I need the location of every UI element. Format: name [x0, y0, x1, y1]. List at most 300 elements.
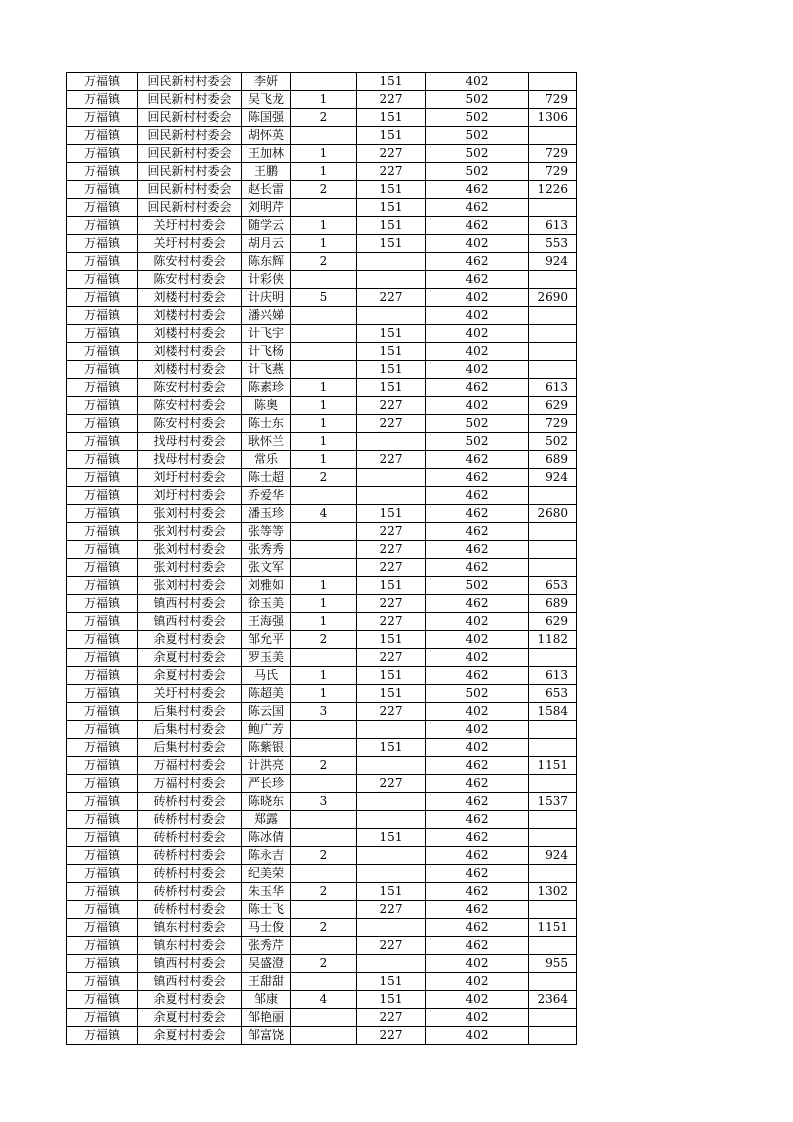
- table-body: [67, 73, 577, 1045]
- amount-a-cell: [357, 847, 426, 865]
- town-cell: 万福镇: [67, 343, 138, 361]
- table-row: [67, 901, 577, 919]
- name-cell: 吴盛澄: [242, 955, 291, 973]
- total-cell: 1537: [529, 793, 577, 811]
- amount-b-cell: 462: [426, 253, 529, 271]
- village-committee-cell: 回民新村村委会: [138, 145, 242, 163]
- count-cell: 1: [291, 595, 357, 613]
- town-cell: 万福镇: [67, 865, 138, 883]
- total-cell: 1306: [529, 109, 577, 127]
- total-cell: [529, 649, 577, 667]
- village-committee-cell: 后集村村委会: [138, 739, 242, 757]
- amount-b-cell: 502: [426, 685, 529, 703]
- total-cell: 924: [529, 847, 577, 865]
- amount-b-cell: 502: [426, 433, 529, 451]
- name-cell: 陈素珍: [242, 379, 291, 397]
- total-cell: 653: [529, 685, 577, 703]
- amount-a-cell: 227: [357, 145, 426, 163]
- town-cell: 万福镇: [67, 1009, 138, 1027]
- total-cell: [529, 1027, 577, 1045]
- total-cell: 729: [529, 415, 577, 433]
- amount-a-cell: [357, 469, 426, 487]
- count-cell: [291, 1009, 357, 1027]
- amount-b-cell: 402: [426, 343, 529, 361]
- amount-a-cell: [357, 433, 426, 451]
- amount-b-cell: 462: [426, 523, 529, 541]
- total-cell: [529, 739, 577, 757]
- village-committee-cell: 回民新村村委会: [138, 181, 242, 199]
- amount-b-cell: 462: [426, 667, 529, 685]
- village-committee-cell: 刘圩村村委会: [138, 469, 242, 487]
- table-row: [67, 523, 577, 541]
- town-cell: 万福镇: [67, 397, 138, 415]
- village-committee-cell: 回民新村村委会: [138, 109, 242, 127]
- count-cell: [291, 73, 357, 91]
- total-cell: [529, 307, 577, 325]
- amount-b-cell: 462: [426, 505, 529, 523]
- total-cell: 2690: [529, 289, 577, 307]
- village-committee-cell: 刘楼村村委会: [138, 289, 242, 307]
- total-cell: 1151: [529, 919, 577, 937]
- name-cell: 郑露: [242, 811, 291, 829]
- amount-b-cell: 402: [426, 721, 529, 739]
- name-cell: 潘玉珍: [242, 505, 291, 523]
- table-row: [67, 955, 577, 973]
- count-cell: [291, 1027, 357, 1045]
- name-cell: 陈士超: [242, 469, 291, 487]
- table-row: [67, 307, 577, 325]
- table-row: [67, 613, 577, 631]
- total-cell: 1302: [529, 883, 577, 901]
- count-cell: 1: [291, 379, 357, 397]
- town-cell: 万福镇: [67, 955, 138, 973]
- total-cell: 924: [529, 469, 577, 487]
- amount-a-cell: 151: [357, 883, 426, 901]
- amount-a-cell: 151: [357, 235, 426, 253]
- amount-a-cell: 151: [357, 217, 426, 235]
- village-committee-cell: 余夏村村委会: [138, 649, 242, 667]
- town-cell: 万福镇: [67, 631, 138, 649]
- town-cell: 万福镇: [67, 271, 138, 289]
- town-cell: 万福镇: [67, 793, 138, 811]
- amount-b-cell: 402: [426, 739, 529, 757]
- village-committee-cell: 回民新村村委会: [138, 91, 242, 109]
- town-cell: 万福镇: [67, 109, 138, 127]
- village-committee-cell: 回民新村村委会: [138, 163, 242, 181]
- total-cell: 729: [529, 145, 577, 163]
- amount-b-cell: 462: [426, 595, 529, 613]
- amount-a-cell: 227: [357, 289, 426, 307]
- name-cell: 罗玉美: [242, 649, 291, 667]
- amount-a-cell: 227: [357, 91, 426, 109]
- town-cell: 万福镇: [67, 487, 138, 505]
- amount-b-cell: 462: [426, 451, 529, 469]
- name-cell: 吴飞龙: [242, 91, 291, 109]
- total-cell: [529, 343, 577, 361]
- table-row: [67, 505, 577, 523]
- total-cell: [529, 1009, 577, 1027]
- table-row: [67, 811, 577, 829]
- total-cell: [529, 127, 577, 145]
- total-cell: 955: [529, 955, 577, 973]
- village-committee-cell: 张刘村村委会: [138, 541, 242, 559]
- village-committee-cell: 找母村村委会: [138, 433, 242, 451]
- village-committee-cell: 回民新村村委会: [138, 199, 242, 217]
- amount-a-cell: 151: [357, 667, 426, 685]
- town-cell: 万福镇: [67, 721, 138, 739]
- table-row: [67, 163, 577, 181]
- name-cell: 陈士飞: [242, 901, 291, 919]
- table-row: [67, 829, 577, 847]
- town-cell: 万福镇: [67, 829, 138, 847]
- total-cell: [529, 937, 577, 955]
- amount-a-cell: [357, 955, 426, 973]
- amount-b-cell: 402: [426, 289, 529, 307]
- amount-a-cell: 227: [357, 649, 426, 667]
- town-cell: 万福镇: [67, 379, 138, 397]
- amount-b-cell: 402: [426, 361, 529, 379]
- town-cell: 万福镇: [67, 469, 138, 487]
- village-committee-cell: 刘圩村村委会: [138, 487, 242, 505]
- town-cell: 万福镇: [67, 973, 138, 991]
- town-cell: 万福镇: [67, 433, 138, 451]
- count-cell: [291, 775, 357, 793]
- count-cell: 2: [291, 757, 357, 775]
- count-cell: [291, 307, 357, 325]
- table-row: [67, 361, 577, 379]
- amount-a-cell: 227: [357, 523, 426, 541]
- name-cell: 王加林: [242, 145, 291, 163]
- name-cell: 王海强: [242, 613, 291, 631]
- name-cell: 陈晓东: [242, 793, 291, 811]
- table-row: [67, 1027, 577, 1045]
- town-cell: 万福镇: [67, 451, 138, 469]
- name-cell: 乔爱华: [242, 487, 291, 505]
- amount-a-cell: 151: [357, 199, 426, 217]
- total-cell: 629: [529, 397, 577, 415]
- table-row: [67, 973, 577, 991]
- amount-a-cell: 227: [357, 163, 426, 181]
- amount-a-cell: [357, 757, 426, 775]
- amount-b-cell: 502: [426, 127, 529, 145]
- count-cell: [291, 937, 357, 955]
- village-committee-cell: 镇东村村委会: [138, 937, 242, 955]
- village-committee-cell: 关圩村村委会: [138, 685, 242, 703]
- town-cell: 万福镇: [67, 937, 138, 955]
- count-cell: 1: [291, 433, 357, 451]
- town-cell: 万福镇: [67, 217, 138, 235]
- count-cell: [291, 973, 357, 991]
- name-cell: 李妍: [242, 73, 291, 91]
- amount-a-cell: [357, 721, 426, 739]
- amount-b-cell: 402: [426, 307, 529, 325]
- total-cell: 1182: [529, 631, 577, 649]
- amount-b-cell: 502: [426, 577, 529, 595]
- amount-a-cell: 151: [357, 685, 426, 703]
- amount-a-cell: 151: [357, 739, 426, 757]
- table-row: [67, 577, 577, 595]
- amount-a-cell: 151: [357, 379, 426, 397]
- total-cell: 613: [529, 217, 577, 235]
- amount-a-cell: 227: [357, 1009, 426, 1027]
- amount-b-cell: 402: [426, 397, 529, 415]
- total-cell: 2364: [529, 991, 577, 1009]
- amount-b-cell: 462: [426, 199, 529, 217]
- town-cell: 万福镇: [67, 883, 138, 901]
- count-cell: 1: [291, 415, 357, 433]
- name-cell: 张文军: [242, 559, 291, 577]
- village-committee-cell: 余夏村村委会: [138, 991, 242, 1009]
- town-cell: 万福镇: [67, 739, 138, 757]
- town-cell: 万福镇: [67, 361, 138, 379]
- table-row: [67, 109, 577, 127]
- name-cell: 陈冰倩: [242, 829, 291, 847]
- table-row: [67, 379, 577, 397]
- amount-b-cell: 462: [426, 937, 529, 955]
- name-cell: 刘雅如: [242, 577, 291, 595]
- amount-b-cell: 402: [426, 703, 529, 721]
- village-committee-cell: 万福村村委会: [138, 757, 242, 775]
- amount-b-cell: 462: [426, 829, 529, 847]
- amount-b-cell: 462: [426, 181, 529, 199]
- name-cell: 陈奥: [242, 397, 291, 415]
- name-cell: 刘明芹: [242, 199, 291, 217]
- table-row: [67, 397, 577, 415]
- amount-a-cell: 227: [357, 559, 426, 577]
- town-cell: 万福镇: [67, 415, 138, 433]
- town-cell: 万福镇: [67, 73, 138, 91]
- village-committee-cell: 镇西村村委会: [138, 613, 242, 631]
- table-row: [67, 145, 577, 163]
- amount-a-cell: 151: [357, 361, 426, 379]
- amount-a-cell: 151: [357, 973, 426, 991]
- name-cell: 马士俊: [242, 919, 291, 937]
- table-row: [67, 541, 577, 559]
- amount-a-cell: 151: [357, 181, 426, 199]
- total-cell: 1584: [529, 703, 577, 721]
- count-cell: 1: [291, 577, 357, 595]
- village-committee-cell: 镇西村村委会: [138, 595, 242, 613]
- village-committee-cell: 陈安村村委会: [138, 415, 242, 433]
- town-cell: 万福镇: [67, 325, 138, 343]
- name-cell: 陈永吉: [242, 847, 291, 865]
- name-cell: 邹允平: [242, 631, 291, 649]
- total-cell: 553: [529, 235, 577, 253]
- village-committee-cell: 张刘村村委会: [138, 559, 242, 577]
- village-committee-cell: 万福村村委会: [138, 775, 242, 793]
- count-cell: 2: [291, 631, 357, 649]
- amount-a-cell: [357, 307, 426, 325]
- table-row: [67, 325, 577, 343]
- count-cell: 3: [291, 703, 357, 721]
- amount-b-cell: 462: [426, 847, 529, 865]
- town-cell: 万福镇: [67, 253, 138, 271]
- count-cell: 1: [291, 451, 357, 469]
- village-committee-cell: 陈安村村委会: [138, 271, 242, 289]
- amount-a-cell: 227: [357, 901, 426, 919]
- count-cell: 3: [291, 793, 357, 811]
- table-row: [67, 217, 577, 235]
- count-cell: 1: [291, 217, 357, 235]
- count-cell: 1: [291, 235, 357, 253]
- amount-b-cell: 402: [426, 613, 529, 631]
- table-row: [67, 451, 577, 469]
- table-row: [67, 469, 577, 487]
- village-committee-cell: 张刘村村委会: [138, 577, 242, 595]
- amount-b-cell: 402: [426, 235, 529, 253]
- amount-a-cell: 227: [357, 415, 426, 433]
- amount-b-cell: 462: [426, 271, 529, 289]
- town-cell: 万福镇: [67, 163, 138, 181]
- amount-a-cell: [357, 271, 426, 289]
- village-committee-cell: 后集村村委会: [138, 721, 242, 739]
- amount-a-cell: 227: [357, 775, 426, 793]
- amount-b-cell: 502: [426, 145, 529, 163]
- count-cell: 1: [291, 685, 357, 703]
- name-cell: 陈士东: [242, 415, 291, 433]
- name-cell: 朱玉华: [242, 883, 291, 901]
- amount-a-cell: 151: [357, 109, 426, 127]
- table-row: [67, 1009, 577, 1027]
- amount-a-cell: 151: [357, 73, 426, 91]
- count-cell: [291, 541, 357, 559]
- count-cell: 2: [291, 181, 357, 199]
- amount-b-cell: 402: [426, 955, 529, 973]
- name-cell: 陈东辉: [242, 253, 291, 271]
- count-cell: 1: [291, 667, 357, 685]
- table-row: [67, 739, 577, 757]
- total-cell: [529, 865, 577, 883]
- total-cell: [529, 973, 577, 991]
- count-cell: 1: [291, 397, 357, 415]
- table-row: [67, 595, 577, 613]
- amount-b-cell: 462: [426, 775, 529, 793]
- name-cell: 鲍广芳: [242, 721, 291, 739]
- table-row: [67, 73, 577, 91]
- total-cell: [529, 775, 577, 793]
- table-row: [67, 415, 577, 433]
- name-cell: 马氏: [242, 667, 291, 685]
- count-cell: 2: [291, 883, 357, 901]
- town-cell: 万福镇: [67, 613, 138, 631]
- amount-a-cell: 151: [357, 325, 426, 343]
- town-cell: 万福镇: [67, 181, 138, 199]
- village-committee-cell: 张刘村村委会: [138, 505, 242, 523]
- village-committee-cell: 砖桥村村委会: [138, 865, 242, 883]
- total-cell: 1226: [529, 181, 577, 199]
- total-cell: 729: [529, 163, 577, 181]
- count-cell: 2: [291, 253, 357, 271]
- amount-b-cell: 502: [426, 415, 529, 433]
- count-cell: 1: [291, 145, 357, 163]
- town-cell: 万福镇: [67, 523, 138, 541]
- village-committee-cell: 砖桥村村委会: [138, 793, 242, 811]
- count-cell: 2: [291, 469, 357, 487]
- amount-b-cell: 462: [426, 793, 529, 811]
- spreadsheet-page: [66, 72, 577, 1045]
- total-cell: [529, 523, 577, 541]
- town-cell: 万福镇: [67, 649, 138, 667]
- village-committee-cell: 刘楼村村委会: [138, 307, 242, 325]
- amount-a-cell: 227: [357, 397, 426, 415]
- amount-a-cell: 151: [357, 577, 426, 595]
- amount-b-cell: 402: [426, 1027, 529, 1045]
- table-row: [67, 775, 577, 793]
- name-cell: 陈超美: [242, 685, 291, 703]
- amount-a-cell: [357, 919, 426, 937]
- name-cell: 严长珍: [242, 775, 291, 793]
- table-row: [67, 559, 577, 577]
- village-committee-cell: 镇东村村委会: [138, 919, 242, 937]
- table-row: [67, 271, 577, 289]
- name-cell: 胡怀英: [242, 127, 291, 145]
- amount-b-cell: 402: [426, 1009, 529, 1027]
- village-committee-cell: 刘楼村村委会: [138, 361, 242, 379]
- name-cell: 张秀秀: [242, 541, 291, 559]
- town-cell: 万福镇: [67, 91, 138, 109]
- total-cell: 1151: [529, 757, 577, 775]
- town-cell: 万福镇: [67, 685, 138, 703]
- name-cell: 赵长雷: [242, 181, 291, 199]
- count-cell: [291, 739, 357, 757]
- name-cell: 潘兴娣: [242, 307, 291, 325]
- amount-b-cell: 462: [426, 883, 529, 901]
- count-cell: [291, 199, 357, 217]
- amount-b-cell: 402: [426, 649, 529, 667]
- count-cell: [291, 721, 357, 739]
- table-row: [67, 289, 577, 307]
- table-row: [67, 919, 577, 937]
- town-cell: 万福镇: [67, 541, 138, 559]
- village-committee-cell: 砖桥村村委会: [138, 847, 242, 865]
- amount-a-cell: 227: [357, 541, 426, 559]
- town-cell: 万福镇: [67, 919, 138, 937]
- name-cell: 常乐: [242, 451, 291, 469]
- town-cell: 万福镇: [67, 991, 138, 1009]
- amount-a-cell: 227: [357, 937, 426, 955]
- town-cell: 万福镇: [67, 847, 138, 865]
- total-cell: [529, 271, 577, 289]
- village-committee-cell: 余夏村村委会: [138, 1009, 242, 1027]
- amount-b-cell: 462: [426, 469, 529, 487]
- count-cell: 2: [291, 847, 357, 865]
- name-cell: 王甜甜: [242, 973, 291, 991]
- town-cell: 万福镇: [67, 145, 138, 163]
- total-cell: 2680: [529, 505, 577, 523]
- total-cell: [529, 829, 577, 847]
- town-cell: 万福镇: [67, 703, 138, 721]
- amount-b-cell: 462: [426, 559, 529, 577]
- total-cell: 613: [529, 667, 577, 685]
- total-cell: 729: [529, 91, 577, 109]
- town-cell: 万福镇: [67, 127, 138, 145]
- village-committee-cell: 陈安村村委会: [138, 253, 242, 271]
- town-cell: 万福镇: [67, 775, 138, 793]
- amount-b-cell: 462: [426, 865, 529, 883]
- data-table: [66, 72, 577, 1045]
- table-row: [67, 991, 577, 1009]
- table-row: [67, 127, 577, 145]
- village-committee-cell: 镇西村村委会: [138, 973, 242, 991]
- name-cell: 陈云国: [242, 703, 291, 721]
- total-cell: [529, 721, 577, 739]
- amount-b-cell: 462: [426, 919, 529, 937]
- town-cell: 万福镇: [67, 595, 138, 613]
- table-row: [67, 937, 577, 955]
- name-cell: 邹富饶: [242, 1027, 291, 1045]
- total-cell: [529, 541, 577, 559]
- town-cell: 万福镇: [67, 235, 138, 253]
